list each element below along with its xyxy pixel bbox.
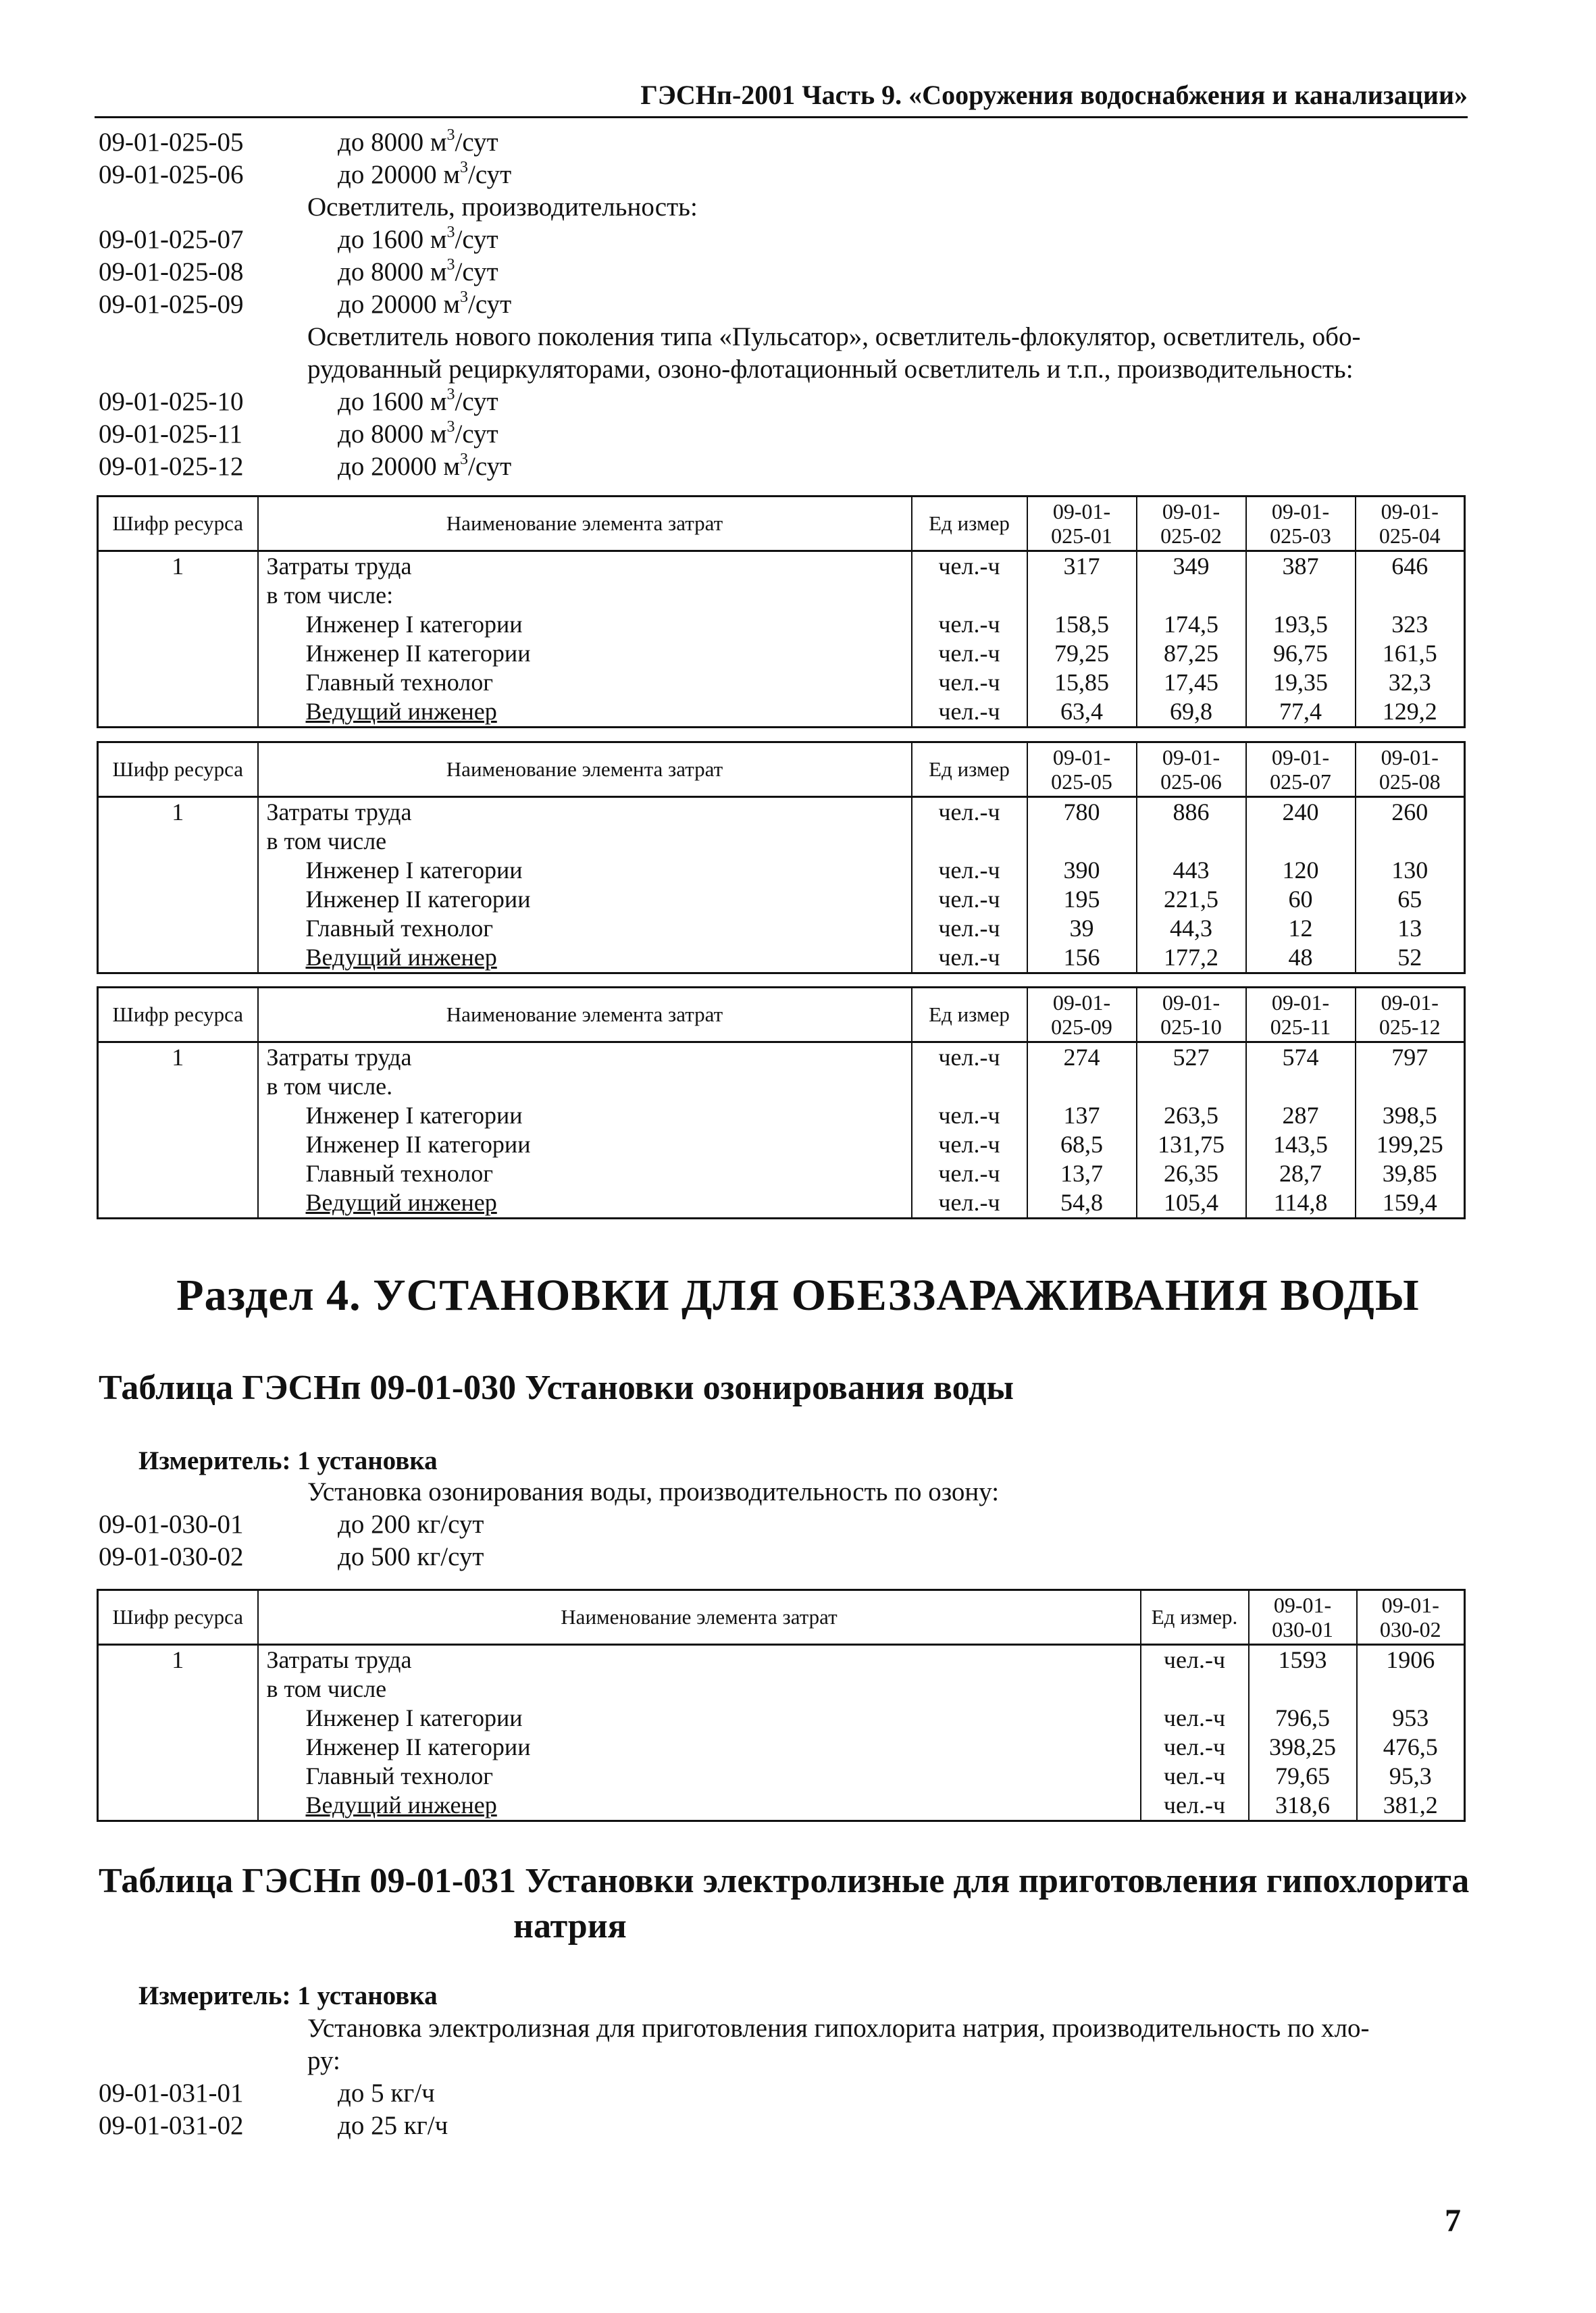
cell-name: Затраты труда [258,797,912,828]
cell-unit: чел.-ч [1141,1791,1249,1821]
cell-name: Инженер I категории [258,856,912,885]
header-code: Шифр ресурса [98,742,258,797]
header-code: Шифр ресурса [98,988,258,1042]
group-description: Установка озонирования воды, производительность по озону: [307,1477,1000,1506]
table-row [98,797,1465,828]
cell-value: 28,7 [1246,1159,1356,1188]
table-row [98,914,1465,943]
cell-unit: чел.-ч [912,1042,1027,1073]
cell-value: 69,8 [1137,697,1246,728]
cell-value: 79,25 [1027,639,1137,668]
cell-value [1027,827,1137,856]
item-value: до 1600 $м^3$/сут [338,224,498,254]
item-code: 09-01-030-02 [99,1542,244,1571]
cell-value: 263,5 [1137,1101,1246,1130]
header-column: 09-01- 030-01 [1249,1590,1357,1645]
cell-unit [912,827,1027,856]
cell-code [98,668,258,697]
cell-value: 12 [1246,914,1356,943]
item-code: 09-01-030-01 [99,1510,244,1539]
table-header-row [98,742,1465,797]
cell-value [1356,1072,1465,1101]
cell-value: 1593 [1249,1645,1357,1675]
cell-unit: чел.-ч [912,885,1027,914]
cell-value: 17,45 [1137,668,1246,697]
cell-value: 796,5 [1249,1704,1357,1733]
cell-value: 195 [1027,885,1137,914]
cell-unit: чел.-ч [1141,1645,1249,1675]
cell-value: 398,25 [1249,1733,1357,1762]
header-code: Шифр ресурса [98,1590,258,1645]
cell-unit [912,581,1027,610]
header-column: 09-01- 025-07 [1246,742,1356,797]
cell-unit [1141,1675,1249,1704]
table-row [98,1733,1465,1762]
item-value: до 500 кг/сут [338,1542,484,1571]
cell-value: 161,5 [1356,639,1465,668]
section-title: Раздел 4. УСТАНОВКИ ДЛЯ ОБЕЗЗАРАЖИВАНИЯ ВОДЫ [176,1271,1420,1320]
cell-name: Затраты труда [258,1645,1141,1675]
cell-value: 44,3 [1137,914,1246,943]
cell-value: 260 [1356,797,1465,828]
item-code: 09-01-025-11 [99,420,243,449]
cell-value: 527 [1137,1042,1246,1073]
cell-code: 1 [98,1645,258,1675]
cell-unit: чел.-ч [912,551,1027,582]
cell-value: 274 [1027,1042,1137,1073]
cell-name: Инженер II категории [258,1130,912,1159]
cell-value: 105,4 [1137,1188,1246,1219]
header-code: Шифр ресурса [98,497,258,551]
cell-value: 13,7 [1027,1159,1137,1188]
table-row [98,1791,1465,1821]
cell-unit: чел.-ч [912,914,1027,943]
cell-value: 131,75 [1137,1130,1246,1159]
group-description: рудованный рециркуляторами, озоно-флотационный осветлитель и т.п., производительность: [307,355,1354,384]
cell-code [98,610,258,639]
cell-value: 780 [1027,797,1137,828]
cell-code [98,639,258,668]
cell-name: в том числе [258,1675,1141,1704]
cell-code [98,697,258,728]
cell-value: 193,5 [1246,610,1356,639]
cell-code [98,1762,258,1791]
header-name: Наименование элемента затрат [258,497,912,551]
cell-value [1356,581,1465,610]
header-column: 09-01- 025-02 [1137,497,1246,551]
cell-name: Инженер II категории [258,885,912,914]
cell-unit: чел.-ч [1141,1762,1249,1791]
cell-name: Инженер II категории [258,1733,1141,1762]
table-row [98,1188,1465,1219]
cell-value [1356,827,1465,856]
cell-value: 15,85 [1027,668,1137,697]
cell-value: 137 [1027,1101,1137,1130]
header-column: 09-01- 025-05 [1027,742,1137,797]
item-code: 09-01-025-05 [99,128,244,157]
cell-value: 174,5 [1137,610,1246,639]
item-value: до 20000 $м^3$/сут [338,159,512,189]
cell-unit: чел.-ч [912,697,1027,728]
cell-name: Инженер II категории [258,639,912,668]
header-column: 09-01- 025-01 [1027,497,1137,551]
cell-name: Ведущий инженер [258,1791,1141,1821]
header-column: 09-01- 030-02 [1357,1590,1465,1645]
cell-value: 77,4 [1246,697,1356,728]
cell-code [98,1733,258,1762]
cell-name: Главный технолог [258,1159,912,1188]
cell-value: 953 [1357,1704,1465,1733]
cell-unit: чел.-ч [1141,1733,1249,1762]
table-row [98,668,1465,697]
table-row [98,1159,1465,1188]
item-value: до 200 кг/сут [338,1510,484,1539]
item-code: 09-01-025-06 [99,160,244,189]
header-unit: Ед измер [912,497,1027,551]
cell-unit: чел.-ч [912,1101,1027,1130]
cell-value: 886 [1137,797,1246,828]
table-row [98,1645,1465,1675]
cell-code: 1 [98,797,258,828]
cell-value: 95,3 [1357,1762,1465,1791]
cell-value: 87,25 [1137,639,1246,668]
cell-unit [912,1072,1027,1101]
table-header-row [98,497,1465,551]
cell-value: 221,5 [1137,885,1246,914]
cell-code: 1 [98,551,258,582]
cell-unit: чел.-ч [912,943,1027,973]
header-column: 09-01- 025-03 [1246,497,1356,551]
cell-code [98,1675,258,1704]
item-code: 09-01-025-10 [99,387,244,416]
group-description: Осветлитель нового поколения типа «Пульсатор», осветлитель-флокулятор, осветлитель, обо- [307,322,1361,351]
cell-value: 52 [1356,943,1465,973]
cell-value: 476,5 [1357,1733,1465,1762]
cell-name: Главный технолог [258,668,912,697]
header-name: Наименование элемента затрат [258,1590,1141,1645]
cell-value: 381,2 [1357,1791,1465,1821]
cell-value: 129,2 [1356,697,1465,728]
cell-value [1249,1675,1357,1704]
cell-value [1027,581,1137,610]
item-value: до 1600 $м^3$/сут [338,386,498,416]
cell-value: 1906 [1357,1645,1465,1675]
header-column: 09-01- 025-08 [1356,742,1465,797]
cell-value: 60 [1246,885,1356,914]
cell-value: 130 [1356,856,1465,885]
item-value: до 8000 $м^3$/сут [338,418,498,449]
header-column: 09-01- 025-06 [1137,742,1246,797]
item-value: до 20000 $м^3$/сут [338,288,512,319]
cell-value: 240 [1246,797,1356,828]
cell-unit: чел.-ч [912,668,1027,697]
measurer: Измеритель: 1 установка [138,1981,438,2010]
cell-value: 19,35 [1246,668,1356,697]
item-value: до 8000 $м^3$/сут [338,256,498,286]
cell-unit: чел.-ч [912,1130,1027,1159]
cell-unit: чел.-ч [912,797,1027,828]
cell-value: 63,4 [1027,697,1137,728]
cell-code [98,856,258,885]
cell-code [98,1791,258,1821]
item-code: 09-01-031-01 [99,2079,244,2108]
group-description: Установка электролизная для приготовления гипохлорита натрия, производительность по хло- [307,2014,1370,2043]
cell-name: Затраты труда [258,551,912,582]
table-row [98,885,1465,914]
table-title-031-cont: натрия [513,1907,627,1946]
header-unit: Ед измер [912,988,1027,1042]
header-unit: Ед измер. [1141,1590,1249,1645]
cell-value: 287 [1246,1101,1356,1130]
cell-value: 65 [1356,885,1465,914]
cell-value: 39 [1027,914,1137,943]
header-column: 09-01- 025-11 [1246,988,1356,1042]
cell-value: 317 [1027,551,1137,582]
table-row [98,697,1465,728]
cell-value: 32,3 [1356,668,1465,697]
cell-value: 114,8 [1246,1188,1356,1219]
item-code: 09-01-031-02 [99,2111,244,2140]
header-column: 09-01- 025-10 [1137,988,1246,1042]
cell-value: 323 [1356,610,1465,639]
item-value: до 20000 $м^3$/сут [338,451,512,481]
header-column: 09-01- 025-04 [1356,497,1465,551]
item-code: 09-01-025-09 [99,290,244,319]
header-column: 09-01- 025-09 [1027,988,1137,1042]
cell-value: 79,65 [1249,1762,1357,1791]
cell-name: Инженер I категории [258,1101,912,1130]
item-code: 09-01-025-12 [99,452,244,481]
item-value: до 8000 $м^3$/сут [338,126,498,157]
table-row [98,943,1465,973]
table-row [98,1072,1465,1101]
cell-name: Главный технолог [258,914,912,943]
cell-value: 143,5 [1246,1130,1356,1159]
table-row [98,1762,1465,1791]
cell-value [1246,1072,1356,1101]
item-code: 09-01-025-08 [99,257,244,286]
cell-value [1246,827,1356,856]
header-column: 09-01- 025-12 [1356,988,1465,1042]
table-row [98,1704,1465,1733]
page-number: 7 [1445,2203,1461,2239]
cell-code [98,1130,258,1159]
cell-name: Инженер I категории [258,1704,1141,1733]
cell-code [98,943,258,973]
cell-name: в том числе [258,827,912,856]
resource-table-025-01-04 [97,495,1466,728]
table-row [98,856,1465,885]
cell-value: 443 [1137,856,1246,885]
table-row [98,1130,1465,1159]
cell-value: 39,85 [1356,1159,1465,1188]
cell-code [98,1704,258,1733]
table-title-031: Таблица ГЭСНп 09-01-031 Установки электролизные для приготовления гипохлорита [99,1862,1470,1900]
cell-value: 349 [1137,551,1246,582]
resource-table-025-05-08 [97,741,1466,974]
cell-code [98,1159,258,1188]
table-row [98,827,1465,856]
cell-value: 390 [1027,856,1137,885]
cell-code [98,1101,258,1130]
item-value: до 5 кг/ч [338,2079,435,2108]
cell-unit: чел.-ч [912,1159,1027,1188]
header-name: Наименование элемента затрат [258,988,912,1042]
resource-table-030 [97,1589,1466,1822]
table-row [98,639,1465,668]
cell-value [1137,827,1246,856]
cell-code [98,1072,258,1101]
group-description: ру: [307,2046,340,2075]
cell-unit: чел.-ч [912,1188,1027,1219]
cell-name: в том числе: [258,581,912,610]
cell-value: 13 [1356,914,1465,943]
cell-value: 387 [1246,551,1356,582]
cell-unit: чел.-ч [912,856,1027,885]
cell-value [1246,581,1356,610]
group-description: Осветлитель, производительность: [307,193,698,222]
cell-value: 177,2 [1137,943,1246,973]
cell-value [1027,1072,1137,1101]
cell-name: Инженер I категории [258,610,912,639]
table-row [98,1042,1465,1073]
measurer: Измеритель: 1 установка [138,1446,438,1475]
cell-value: 159,4 [1356,1188,1465,1219]
table-row [98,1675,1465,1704]
cell-value: 54,8 [1027,1188,1137,1219]
cell-code [98,581,258,610]
cell-value: 156 [1027,943,1137,973]
table-title-030: Таблица ГЭСНп 09-01-030 Установки озонирования воды [99,1369,1014,1407]
item-value: до 25 кг/ч [338,2111,448,2140]
cell-unit: чел.-ч [912,610,1027,639]
cell-code [98,827,258,856]
cell-unit: чел.-ч [912,639,1027,668]
table-row [98,1101,1465,1130]
header-unit: Ед измер [912,742,1027,797]
cell-value: 68,5 [1027,1130,1137,1159]
cell-value: 318,6 [1249,1791,1357,1821]
cell-value: 646 [1356,551,1465,582]
cell-code [98,1188,258,1219]
cell-name: Ведущий инженер [258,697,912,728]
cell-value: 398,5 [1356,1101,1465,1130]
cell-value: 574 [1246,1042,1356,1073]
table-row [98,551,1465,582]
cell-name: Ведущий инженер [258,943,912,973]
table-row [98,610,1465,639]
cell-code [98,885,258,914]
cell-code [98,914,258,943]
cell-code: 1 [98,1042,258,1073]
cell-value: 120 [1246,856,1356,885]
cell-name: в том числе. [258,1072,912,1101]
header-name: Наименование элемента затрат [258,742,912,797]
cell-value: 26,35 [1137,1159,1246,1188]
cell-name: Затраты труда [258,1042,912,1073]
header-text: ГЭСНп-2001 Часть 9. «Сооружения водоснабжения и канализации» [640,80,1468,110]
cell-value [1357,1675,1465,1704]
cell-value: 158,5 [1027,610,1137,639]
resource-table-025-09-12 [97,986,1466,1219]
cell-value: 797 [1356,1042,1465,1073]
table-header-row [98,1590,1465,1645]
cell-unit: чел.-ч [1141,1704,1249,1733]
item-code: 09-01-025-07 [99,225,244,254]
cell-value: 199,25 [1356,1130,1465,1159]
cell-name: Главный технолог [258,1762,1141,1791]
cell-value [1137,1072,1246,1101]
table-header-row [98,988,1465,1042]
running-header [95,76,1468,118]
cell-name: Ведущий инженер [258,1188,912,1219]
cell-value: 96,75 [1246,639,1356,668]
table-row [98,581,1465,610]
cell-value: 48 [1246,943,1356,973]
cell-value [1137,581,1246,610]
